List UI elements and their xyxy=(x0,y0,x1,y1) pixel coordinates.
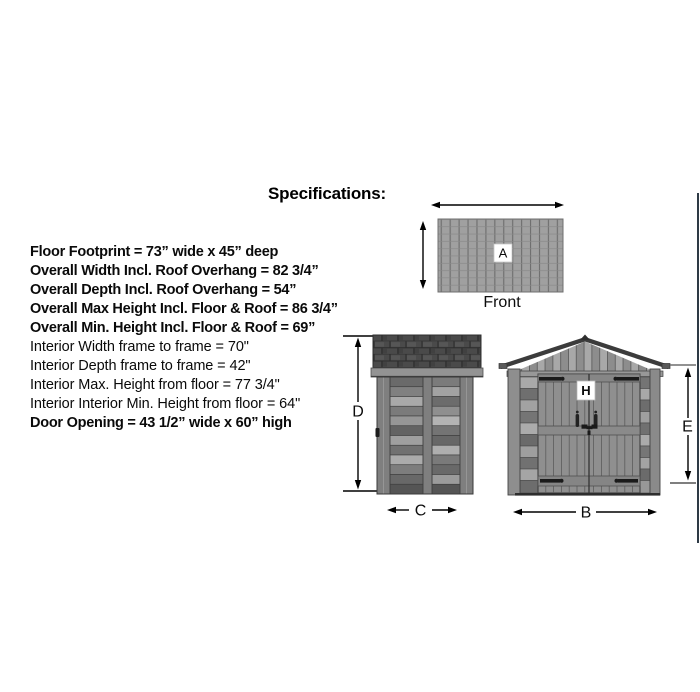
front-view-height-dimension xyxy=(670,365,696,483)
side-view-label-d: D xyxy=(352,403,364,421)
side-roof-shingles xyxy=(373,335,481,368)
spec-line-interior-min-height: Interior Interior Min. Height from floor = 64" xyxy=(30,396,301,412)
corner-trim-left xyxy=(508,369,520,495)
front-view-label-h: H xyxy=(581,383,591,398)
front-view-width-dimension xyxy=(513,505,657,522)
page-title: Specifications: xyxy=(268,184,386,203)
shed-base-line xyxy=(515,493,660,496)
spec-line-door-opening: Door Opening = 43 1/2” wide x 60” high xyxy=(30,415,292,431)
front-view-label-e: E xyxy=(682,418,693,436)
spec-line-overall-max-height: Overall Max Height Incl. Floor & Roof = 86 3/4” xyxy=(30,301,338,317)
arrowhead-down xyxy=(420,280,426,289)
top-view-diagram xyxy=(405,190,580,318)
spec-line-overall-min-height: Overall Min. Height Incl. Floor & Roof = 69” xyxy=(30,320,316,336)
side-view-diagram xyxy=(340,328,490,526)
roof-peak-cap xyxy=(580,335,590,341)
side-latch-hardware xyxy=(376,428,380,437)
front-view-diagram xyxy=(490,328,700,526)
eave-return-left xyxy=(499,364,507,369)
front-right-wall-planks xyxy=(640,377,650,493)
side-view-label-c: C xyxy=(414,502,427,520)
eave-return-right xyxy=(662,364,670,369)
spec-list xyxy=(30,243,338,433)
arrowhead-up xyxy=(420,221,426,230)
spec-line-interior-depth: Interior Depth frame to frame = 42" xyxy=(30,358,251,374)
spec-line-floor-footprint: Floor Footprint = 73” wide x 45” deep xyxy=(30,244,279,260)
arrowhead-left xyxy=(431,202,440,208)
side-roof-fascia xyxy=(371,368,483,377)
top-view-caption: Front xyxy=(483,294,521,311)
front-view-label-b: B xyxy=(580,504,592,522)
side-view-depth-dimension xyxy=(387,503,457,520)
top-view-label-a: A xyxy=(498,245,508,261)
page-border-fragment xyxy=(697,193,699,543)
arrowhead-right xyxy=(555,202,564,208)
spec-line-overall-depth: Overall Depth Incl. Roof Overhang = 54” xyxy=(30,282,297,298)
spec-line-interior-width: Interior Width frame to frame = 70" xyxy=(30,339,249,355)
spec-line-interior-max-height: Interior Max. Height from floor = 77 3/4" xyxy=(30,377,280,393)
spec-line-overall-width: Overall Width Incl. Roof Overhang = 82 3/4” xyxy=(30,263,319,279)
corner-trim-right xyxy=(650,369,660,495)
front-left-wall-planks xyxy=(520,377,538,493)
